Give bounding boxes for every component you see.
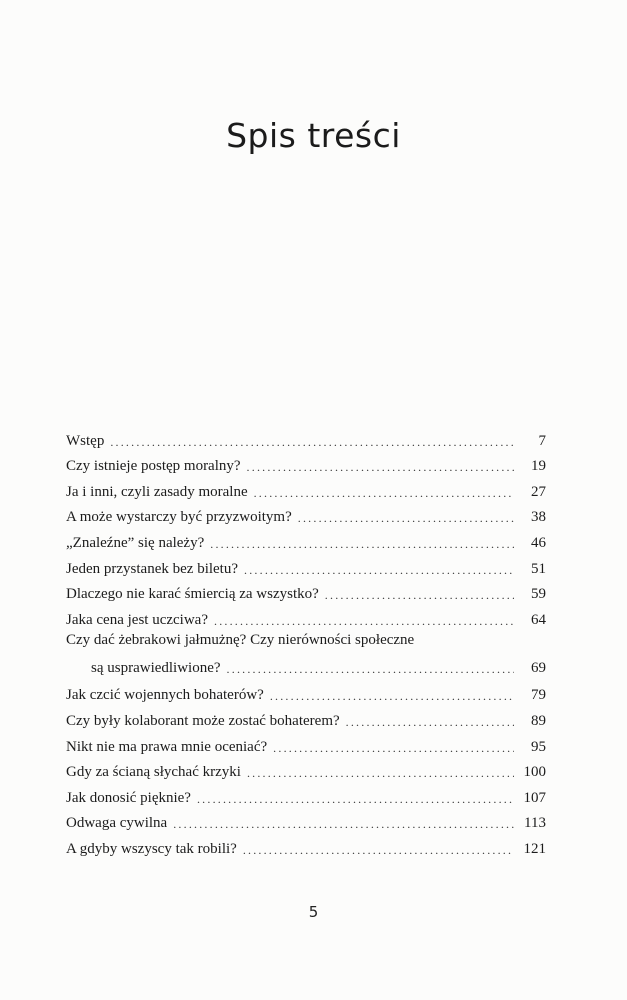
dot-leader bbox=[270, 687, 514, 705]
toc-entry-label: Jeden przystanek bez biletu? bbox=[66, 560, 239, 577]
dot-leader bbox=[210, 535, 514, 553]
toc-entry-page: 89 bbox=[531, 712, 546, 729]
toc-entry-page: 46 bbox=[531, 534, 546, 551]
toc-entry-page: 38 bbox=[531, 509, 546, 526]
toc-entry-label: A może wystarczy być przyzwoitym? bbox=[66, 509, 292, 526]
toc-entry-page: 121 bbox=[523, 840, 546, 857]
toc-entry bbox=[66, 476, 546, 502]
toc-entry-label: Czy były kolaborant może zostać bohaterem? bbox=[66, 712, 340, 729]
dot-leader bbox=[298, 509, 514, 527]
toc-entry-page: 113 bbox=[524, 815, 546, 832]
toc-entry-page: 59 bbox=[531, 586, 546, 603]
toc-entry-label: Dlaczego nie karać śmiercią za wszystko? bbox=[66, 586, 319, 603]
toc-entry bbox=[66, 782, 546, 808]
toc-entry bbox=[66, 579, 546, 605]
dot-leader bbox=[227, 660, 514, 678]
toc-entry-label: Jaka cena jest uczciwa? bbox=[66, 611, 208, 628]
toc-entry-page: 69 bbox=[531, 659, 546, 676]
toc-entry-page: 100 bbox=[523, 764, 546, 781]
toc-entry-label: A gdyby wszyscy tak robili? bbox=[66, 840, 237, 857]
toc-entry bbox=[66, 604, 546, 630]
dot-leader bbox=[214, 612, 514, 630]
toc-entry bbox=[66, 731, 546, 757]
toc-entry-label: Odwaga cywilna bbox=[66, 815, 168, 832]
toc-entry bbox=[66, 527, 546, 553]
toc-entry-page: 7 bbox=[538, 432, 546, 449]
toc-entry bbox=[66, 808, 546, 834]
toc-entry-label: Ja i inni, czyli zasady moralne bbox=[66, 483, 248, 500]
dot-leader bbox=[244, 561, 514, 579]
toc-entry-label: Wstęp bbox=[66, 432, 105, 449]
dot-leader bbox=[173, 815, 514, 833]
toc-entry-label-line1: Czy dać żebrakowi jałmużnę? Czy nierówności społeczne bbox=[66, 631, 415, 648]
toc-entry-page: 51 bbox=[531, 560, 546, 577]
toc-entry-page: 95 bbox=[531, 738, 546, 755]
toc-entry-page: 79 bbox=[531, 687, 546, 704]
toc-entry-label: Nikt nie ma prawa mnie oceniać? bbox=[66, 738, 268, 755]
toc-entry bbox=[66, 451, 546, 477]
toc-entry-label: Jak czcić wojennych bohaterów? bbox=[66, 687, 264, 704]
toc-entry bbox=[66, 425, 546, 451]
dot-leader bbox=[110, 433, 514, 451]
page-title: Spis treści bbox=[226, 116, 401, 155]
toc-entry bbox=[66, 833, 546, 859]
toc-entry bbox=[66, 553, 546, 579]
toc-entry-label: Gdy za ścianą słychać krzyki bbox=[66, 764, 241, 781]
toc-entry bbox=[66, 757, 546, 783]
toc-entry bbox=[66, 705, 546, 731]
toc-entry-label: Jak donosić pięknie? bbox=[66, 789, 191, 806]
toc-entry-label: „Znaleźne” się należy? bbox=[66, 534, 205, 551]
toc-entry bbox=[66, 680, 546, 706]
toc-entry-page: 19 bbox=[531, 458, 546, 475]
page-number: 5 bbox=[308, 903, 319, 921]
dot-leader bbox=[197, 790, 514, 808]
dot-leader bbox=[254, 484, 514, 502]
toc-entry bbox=[66, 630, 546, 680]
toc-entry-label: Czy istnieje postęp moralny? bbox=[66, 458, 241, 475]
toc-entry-page: 64 bbox=[531, 611, 546, 628]
dot-leader bbox=[325, 586, 514, 604]
toc-entry bbox=[66, 502, 546, 528]
dot-leader bbox=[247, 458, 514, 476]
dot-leader bbox=[273, 739, 514, 757]
table-of-contents bbox=[66, 425, 546, 859]
toc-entry-label-line2: są usprawiedliwione? bbox=[91, 659, 221, 676]
toc-entry-page: 107 bbox=[523, 789, 546, 806]
dot-leader bbox=[247, 764, 514, 782]
toc-entry-page: 27 bbox=[531, 483, 546, 500]
dot-leader bbox=[346, 713, 514, 731]
dot-leader bbox=[243, 841, 514, 859]
